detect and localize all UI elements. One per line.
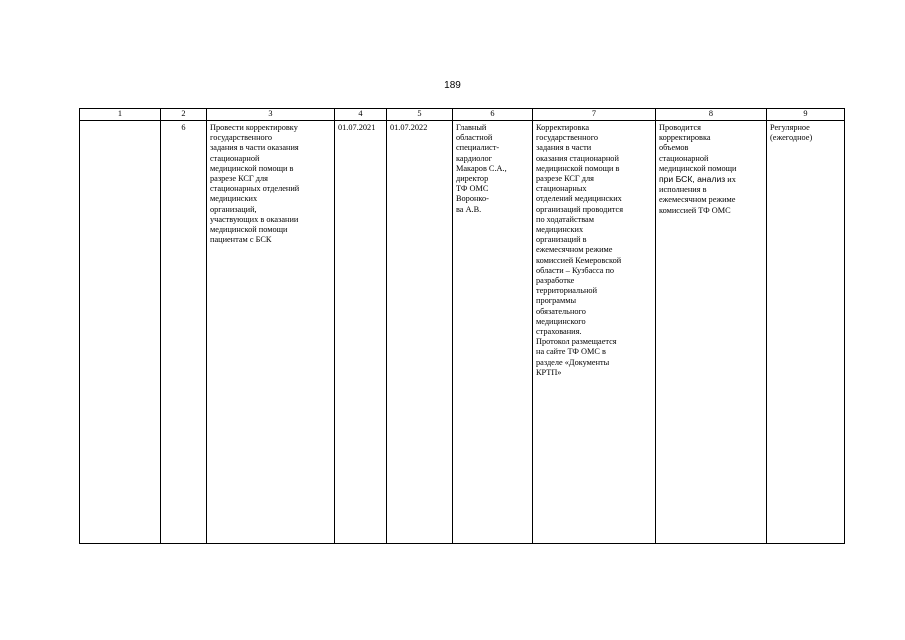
document-table — [79, 108, 845, 544]
cell-description-text: Корректировка государственного задания в части оказания стационарной медицинской помощи в разрезе КСГ для стационарных отделений медицинских организаций проводится по ходатайствам медицинских организаций в ежемесячном режиме комиссией Кемеровской области – Кузбасса по разработке территориальной программы обязательного медицинского страхования. Протокол размещается на сайте ТФ ОМС в разделе «Документы КРТП» — [536, 123, 624, 377]
cell-responsible — [453, 121, 533, 544]
page-number: 189 — [444, 80, 461, 91]
column-header-6: 6 — [453, 109, 533, 121]
column-header-5: 5 — [387, 109, 453, 121]
cell-end-date-text: 01.07.2022 — [390, 123, 428, 132]
cell-result — [656, 121, 767, 544]
column-header-9: 9 — [767, 109, 845, 121]
cell-activity-text: Провести корректировку государственного задания в части оказания стационарной медицинской помощи в разрезе КСГ для стационарных отделений медицинских организаций, участвующих в оказании медицинской помощи пациентам с БСК — [210, 123, 300, 245]
cell-description — [533, 121, 656, 544]
column-header-8: 8 — [656, 109, 767, 121]
cell-section — [80, 121, 161, 544]
header-row — [80, 109, 845, 121]
cell-result-part2: при БСК, анализ — [659, 174, 726, 185]
column-header-4: 4 — [335, 109, 387, 121]
cell-result-part3: их исполнения в ежемесячном режиме комиссией ТФ ОМС — [659, 175, 736, 215]
cell-start-date — [335, 121, 387, 544]
cell-activity — [207, 121, 335, 544]
cell-frequency — [767, 121, 845, 544]
cell-end-date — [387, 121, 453, 544]
cell-responsible-text: Главный областной специалист- кардиолог Макаров С.А., директор ТФ ОМС Воронко- ва А.В. — [456, 123, 507, 214]
cell-item-number-text: 6 — [181, 123, 186, 132]
table-row — [80, 121, 845, 544]
cell-item-number — [161, 121, 207, 544]
column-header-1: 1 — [80, 109, 161, 121]
cell-start-date-text: 01.07.2021 — [338, 123, 376, 132]
cell-frequency-text: Регулярное (ежегодное) — [770, 123, 813, 143]
cell-result-part1: Проводится корректировка объемов стационарной медицинской помощи — [659, 123, 737, 173]
cell-result-text — [659, 123, 763, 216]
column-header-2: 2 — [161, 109, 207, 121]
column-header-7: 7 — [533, 109, 656, 121]
column-header-3: 3 — [207, 109, 335, 121]
